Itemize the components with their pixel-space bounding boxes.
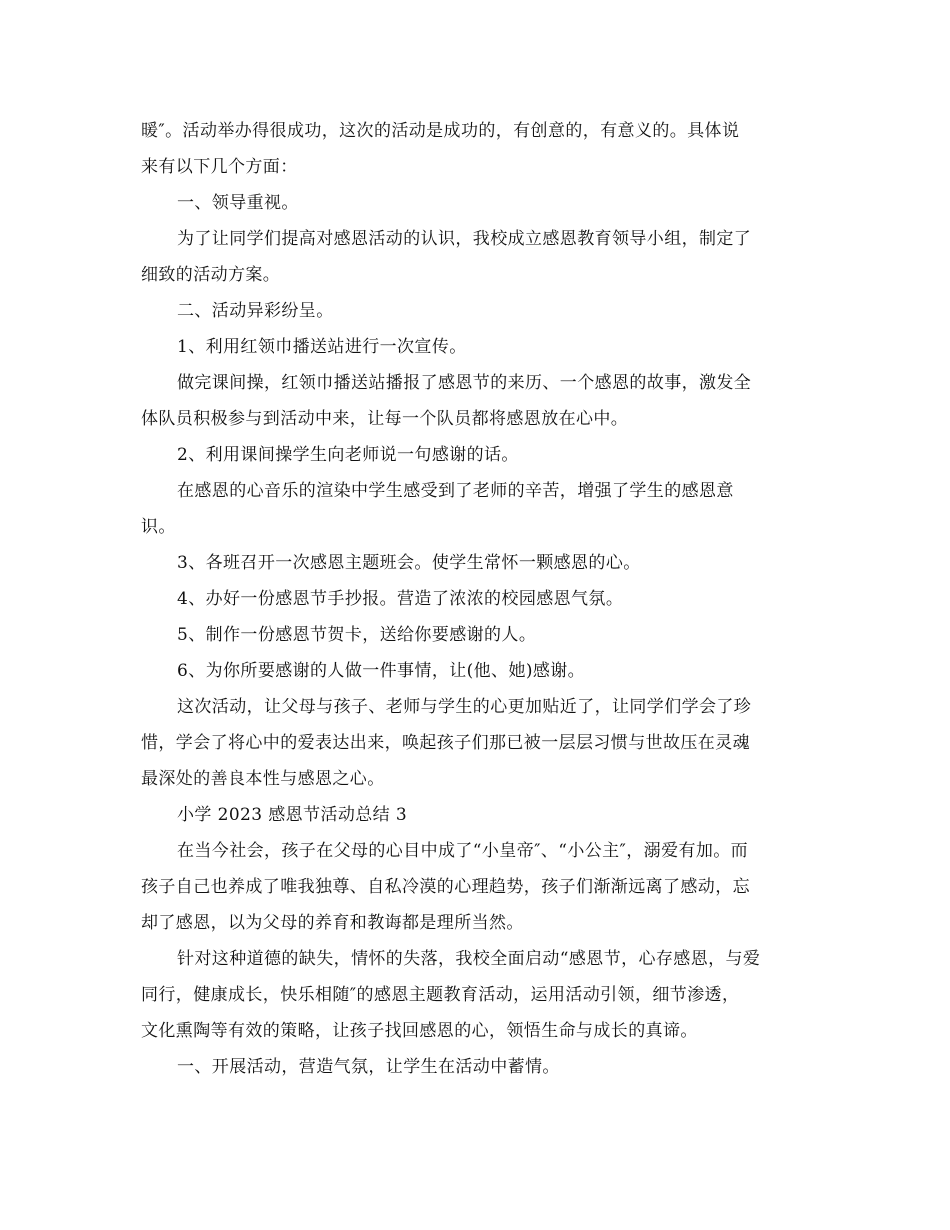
paragraph-6 bbox=[141, 365, 821, 437]
text-line: 却了感恩，以为父母的养育和教诲都是理所当然。 bbox=[141, 913, 524, 933]
document-body bbox=[141, 113, 821, 1085]
section-heading-activities bbox=[141, 293, 821, 329]
text-line: 来有以下几个方面： bbox=[141, 157, 298, 177]
text-line: 小学 2023 感恩节活动总结 3 bbox=[177, 805, 408, 825]
list-item-5 bbox=[141, 617, 821, 653]
text-line: 一、开展活动，营造气氛，让学生在活动中蓄情。 bbox=[177, 1057, 560, 1077]
paragraph-8 bbox=[141, 473, 821, 545]
text-line: 一、领导重视。 bbox=[177, 193, 299, 213]
list-item-3 bbox=[141, 545, 821, 581]
text-line: 6、为你所要感谢的人做一件事情，让(他、她)感谢。 bbox=[177, 661, 586, 681]
paragraph-3 bbox=[141, 221, 821, 293]
list-item-4 bbox=[141, 581, 821, 617]
text-line: 孩子自己也养成了唯我独尊、自私冷漠的心理趋势，孩子们渐渐远离了感动，忘 bbox=[141, 877, 750, 897]
paragraph-15 bbox=[141, 833, 821, 941]
text-line: 这次活动，让父母与孩子、老师与学生的心更加贴近了，让同学们学会了珍 bbox=[177, 697, 752, 717]
text-line: 在当今社会，孩子在父母的心目中成了“小皇帝″、“小公主″，溺爱有加。而 bbox=[177, 841, 749, 861]
text-line: 惜，学会了将心中的爱表达出来，唤起孩子们那已被一层层习惯与世故压在灵魂 bbox=[141, 733, 750, 753]
section-heading-campaign bbox=[141, 1049, 821, 1085]
list-item-6 bbox=[141, 653, 821, 689]
text-line: 二、活动异彩纷呈。 bbox=[177, 301, 334, 321]
text-line: 4、办好一份感恩节手抄报。营造了浓浓的校园感恩气氛。 bbox=[177, 589, 624, 609]
text-line: 针对这种道德的缺失，情怀的失落，我校全面启动“感恩节，心存感恩，与爱 bbox=[177, 949, 761, 969]
text-line: 做完课间操，红领巾播送站播报了感恩节的来历、一个感恩的故事，激发全 bbox=[177, 373, 752, 393]
text-line: 文化熏陶等有效的策略，让孩子找回感恩的心，领悟生命与成长的真谛。 bbox=[141, 1021, 698, 1041]
text-line: 3、各班召开一次感恩主题班会。使学生常怀一颗感恩的心。 bbox=[177, 553, 641, 573]
paragraph-1 bbox=[141, 113, 821, 185]
text-line: 细致的活动方案。 bbox=[141, 265, 281, 285]
text-line: 2、利用课间操学生向老师说一句感谢的话。 bbox=[177, 445, 519, 465]
text-line: 在感恩的心音乐的渲染中学生感受到了老师的辛苦，增强了学生的感恩意 bbox=[177, 481, 734, 501]
list-item-2 bbox=[141, 437, 821, 473]
text-line: 5、制作一份感恩节贺卡，送给你要感谢的人。 bbox=[177, 625, 537, 645]
text-line: 识。 bbox=[141, 517, 176, 537]
section-heading-leadership bbox=[141, 185, 821, 221]
text-line: 暖″。活动举办得很成功，这次的活动是成功的，有创意的，有意义的。具体说 bbox=[141, 121, 740, 141]
text-line: 体队员积极参与到活动中来，让每一个队员都将感恩放在心中。 bbox=[141, 409, 629, 429]
text-line: 为了让同学们提高对感恩活动的认识，我校成立感恩教育领导小组，制定了 bbox=[177, 229, 752, 249]
paragraph-13 bbox=[141, 689, 821, 797]
text-line: 最深处的善良本性与感恩之心。 bbox=[141, 769, 385, 789]
list-item-1 bbox=[141, 329, 821, 365]
text-line: 1、利用红领巾播送站进行一次宣传。 bbox=[177, 337, 467, 357]
section-title bbox=[141, 797, 821, 833]
paragraph-16 bbox=[141, 941, 821, 1049]
text-line: 同行，健康成长，快乐相随″的感恩主题教育活动，运用活动引领，细节渗透， bbox=[141, 985, 740, 1005]
